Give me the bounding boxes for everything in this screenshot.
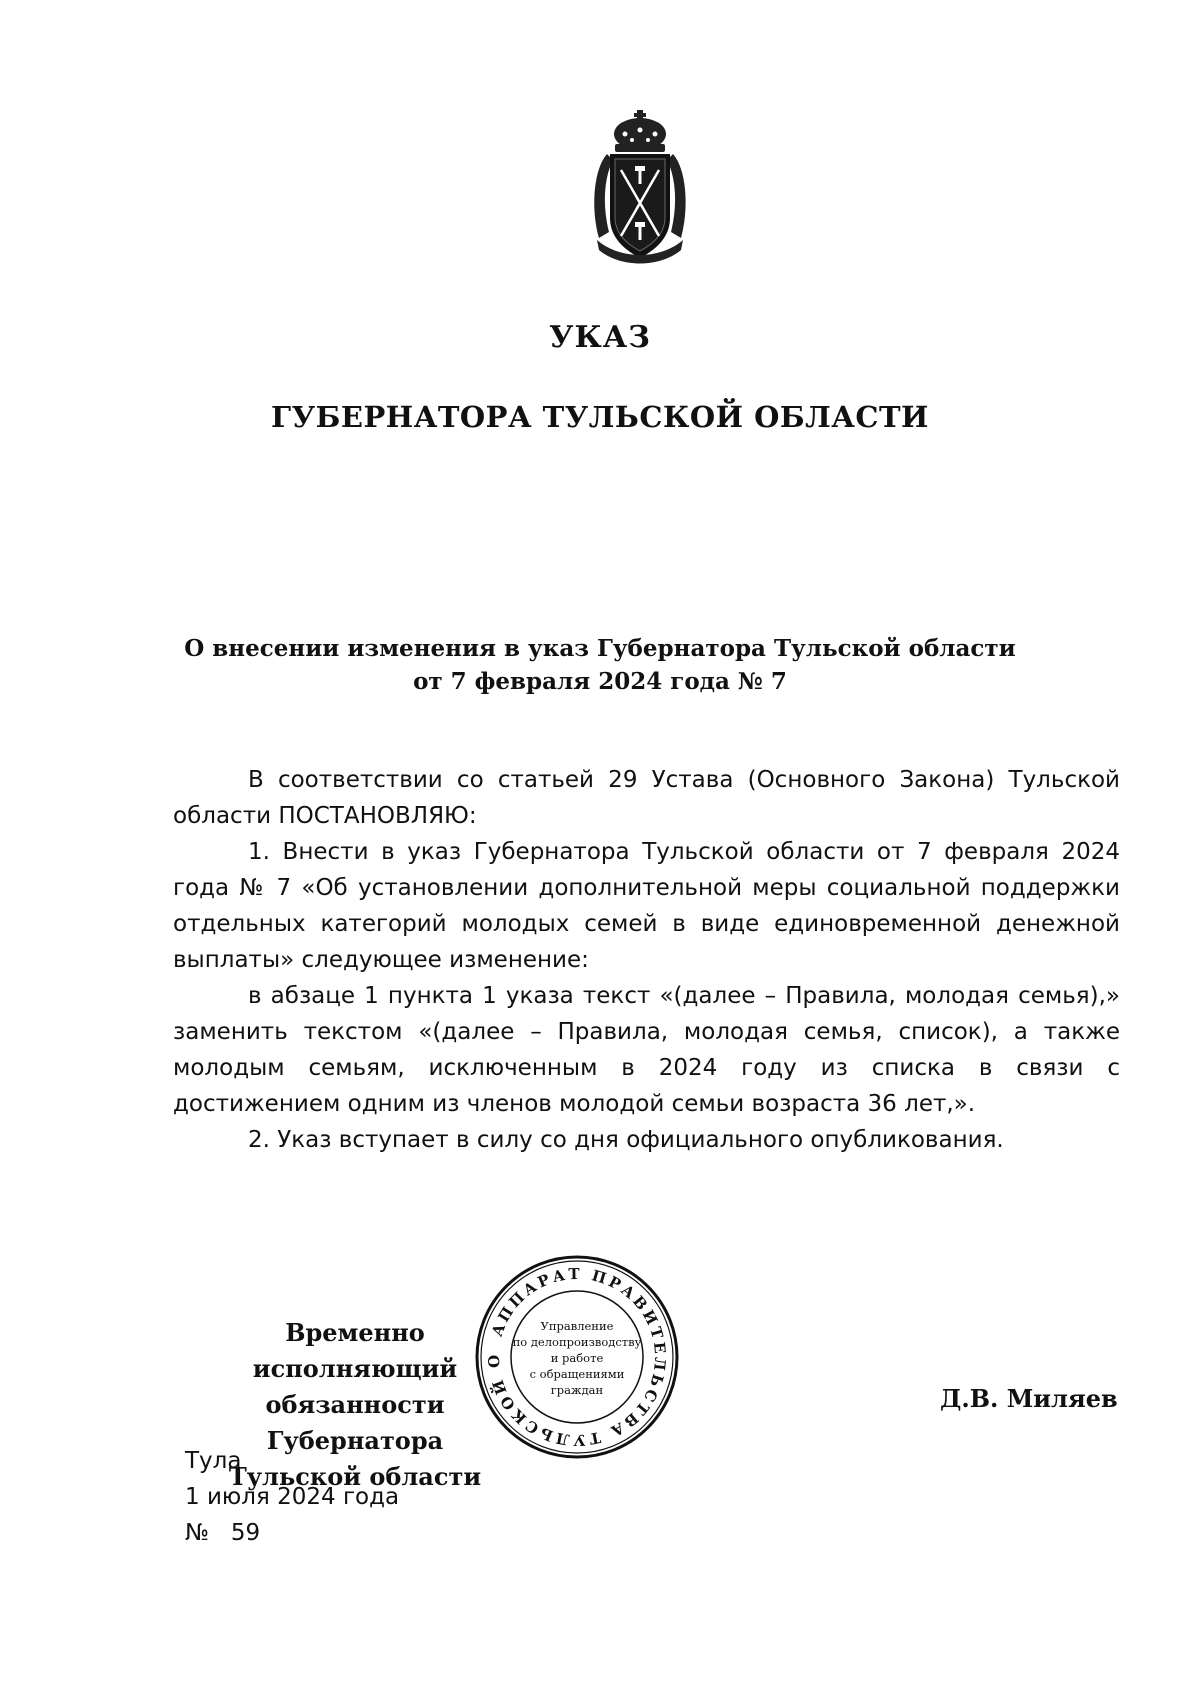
document-body [173,762,1120,1158]
subject-line-1: О внесении изменения в указ Губернатора Тульской области [184,635,1016,662]
body-paragraph-4: 2. Указ вступает в силу со дня официального опубликования. [248,1127,1004,1153]
document-type-title: УКАЗ [549,320,651,355]
stamp-ring-text: АППАРАТ ПРАВИТЕЛЬСТВА ТУЛЬСКОЙ О [484,1264,670,1450]
document-footer [185,1443,399,1551]
stamp-line-3: и работе [550,1351,604,1365]
city: Тула [185,1448,242,1474]
stamp-line-1: Управление [540,1319,614,1333]
signatory-line-3: Тульской области [228,1462,482,1491]
stamp-line-4: с обращениями [529,1367,625,1381]
issuer-title: ГУБЕРНАТОРА ТУЛЬСКОЙ ОБЛАСТИ [271,400,929,434]
body-paragraph-1: В соответствии со статьей 29 Устава (Основного Закона) Тульской области ПОСТАНОВЛЯЮ: [173,767,1120,829]
signatory-line-2: обязанности Губернатора [265,1390,445,1455]
signatory-line-1: Временно исполняющий [252,1318,458,1383]
tula-coat-of-arms-icon [585,110,695,270]
document-subject [0,632,1200,698]
subject-line-2: от 7 февраля 2024 года № 7 [413,668,787,695]
body-paragraph-3: в абзаце 1 пункта 1 указа текст «(далее – Правила, молодая семья),» заменить текстом «(далее – Правила, молодая семья, список), а также молодым семьям, исключенным в 2024 году из списка в связи с достижением одним из членов молодой семьи возраста 36 лет,». [173,983,1120,1117]
stamp-line-2: по делопроизводству [512,1335,642,1349]
document-number: № 59 [185,1520,261,1546]
signatory-name: Д.В. Миляев [940,1384,1118,1413]
stamp-line-5: граждан [550,1383,604,1397]
document-date: 1 июля 2024 года [185,1484,400,1510]
body-paragraph-2: 1. Внести в указ Губернатора Тульской области от 7 февраля 2024 года № 7 «Об установлении дополнительной меры социальной поддержки отдельных категорий молодых семей в виде единовременной денежной выплаты» следующее изменение: [173,839,1120,973]
official-stamp [472,1252,682,1462]
